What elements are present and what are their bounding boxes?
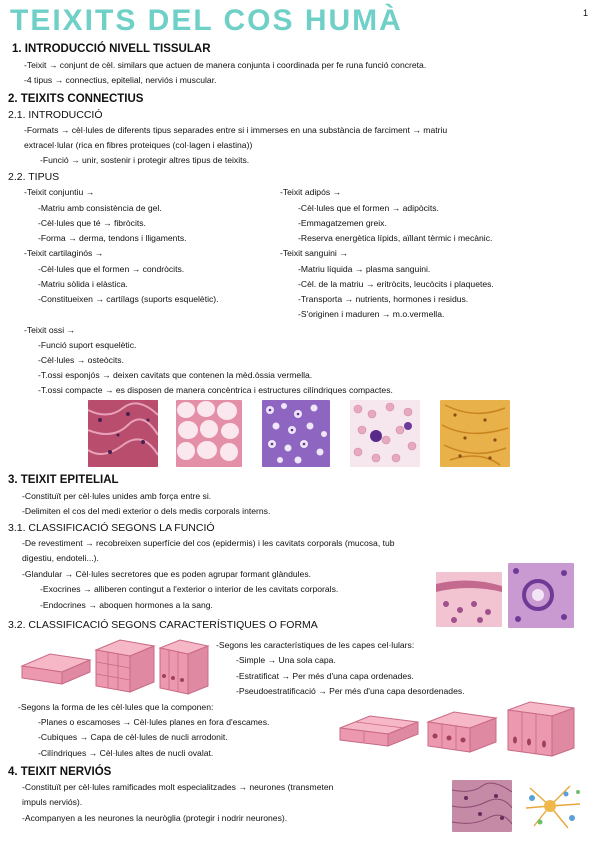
cartilage-tissue-image (262, 400, 330, 467)
epithelium-layers-illustration (20, 636, 210, 696)
capes-line-2: -Estratificat → Per més d'una capa ordenades. (236, 671, 414, 681)
forma-line-1: -Planes o escamoses → Cèl·lules planes en fora d'escames. (38, 717, 270, 727)
sanguini-title: -Teixit sanguini → (280, 248, 348, 258)
cartilaginos-line-3: -Constitueixen → cartílags (suports esquelètic). (38, 294, 219, 304)
section-2-1-heading: 2.1. INTRODUCCIÓ (8, 109, 103, 121)
cartilaginos-line-1: -Cèl·lules que el formen → condròcits. (38, 264, 185, 274)
ossi-line-3: -T.ossi esponjós → deixen cavitats que contenen la mèd.òssia vermella. (38, 370, 313, 380)
s4-line-3: -Acompanyen a les neurones la neuròglia (protegir i nodrir neurones). (22, 813, 288, 823)
s1-line-1: -Teixit → conjunt de cèl. similars que actuen de manera conjunta i coordinada per fe runa funció concreta. (24, 60, 427, 70)
adipos-line-3: -Reserva energètica lípids, aïllant tèrmic i mecànic. (298, 233, 493, 243)
section-1-heading: 1. INTRODUCCIÓ NIVELL TISSULAR (12, 43, 211, 55)
s3-func-line-1: -De revestiment → recobreixen superfície del cos (epidermis) i les cavitats corporals (mucosa, tub (22, 538, 395, 548)
glandular-tissue-image-2 (508, 563, 574, 628)
ossi-line-2: -Cèl·lules → osteòcits. (38, 355, 124, 365)
blood-tissue-image (350, 400, 420, 467)
capes-line-3: -Pseudoestratificació → Per més d'una capa desordenades. (236, 686, 465, 696)
s4-line-1: -Constituït per cèl·lules ramificades molt especialitzades → neurones (transmeten (22, 782, 334, 792)
nervous-tissue-image (452, 780, 512, 832)
s4-line-2: impuls nerviós). (22, 797, 83, 807)
epithelium-shapes-illustration (338, 700, 578, 758)
section-3-2-heading: 3.2. CLASSIFICACIÓ SEGONS CARACTERÍSTIQUES O FORMA (8, 619, 318, 631)
conjuntiu-line-3: -Forma → derma, tendons i lligaments. (38, 233, 187, 243)
bone-tissue-image (440, 400, 510, 467)
capes-line-1: -Simple → Una sola capa. (236, 655, 336, 665)
ossi-line-1: -Funció suport esquelètic. (38, 340, 137, 350)
s3-func-line-3: -Glandular → Cèl·lules secretores que es poden agrupar formant glàndules. (22, 569, 312, 579)
s2-intro-line-3: -Funció → unir, sostenir i protegir altres tipus de teixits. (40, 155, 250, 165)
connective-tissue-image (88, 400, 158, 467)
neuron-illustration (520, 778, 586, 834)
forma-line-2: -Cubiques → Capa de cèl·lules de nucli arrodonit. (38, 732, 228, 742)
forma-title: -Segons la forma de les cèl·lules que la componen: (18, 702, 214, 712)
s3-func-line-5: -Endocrines → aboquen hormones a la sang. (40, 600, 213, 610)
s3-func-line-2: digestiu, endoteli...). (22, 553, 99, 563)
ossi-title: -Teixit ossi → (24, 325, 76, 335)
conjuntiu-line-2: -Cèl·lules que té → fibròcits. (38, 218, 146, 228)
section-2-2-heading: 2.2. TIPUS (8, 171, 60, 183)
s3-func-line-4: -Exocrines → alliberen contingut a l'exterior o interior de les cavitats corporals. (40, 584, 339, 594)
s2-intro-line-2: extracel·lular (rica en fibres proteiques (col·lagen i elastina)) (24, 140, 253, 150)
section-3-1-heading: 3.1. CLASSIFICACIÓ SEGONS LA FUNCIÓ (8, 522, 215, 534)
section-3-heading: 3. TEIXIT EPITELIAL (8, 474, 119, 486)
sanguini-line-4: -S'originen i maduren → m.o.vermella. (298, 309, 445, 319)
ossi-line-4: -T.ossi compacte → es disposen de manera concèntrica i estructures cilíndriques compactes. (38, 385, 393, 395)
sanguini-line-3: -Transporta → nutrients, hormones i residus. (298, 294, 469, 304)
adipos-line-2: -Emmagatzemen greix. (298, 218, 387, 228)
s3-line-1: -Constituït per cèl·lules unides amb força entre si. (22, 491, 212, 501)
section-2-heading: 2. TEIXITS CONNECTIUS (8, 93, 144, 105)
sanguini-line-2: -Cèl. de la matriu → eritròcits, leucòcits i plaquetes. (298, 279, 494, 289)
adipose-tissue-image (176, 400, 242, 467)
s2-intro-line-1: -Formats → cèl·lules de diferents tipus separades entre si i immerses en una substància de farciment → matriu (24, 125, 448, 135)
conjuntiu-line-1: -Matriu amb consistència de gel. (38, 203, 162, 213)
s3-line-2: -Delimiten el cos del medi exterior o dels medis corporals interns. (22, 506, 271, 516)
conjuntiu-title: -Teixit conjuntiu → (24, 187, 95, 197)
page-number: 1 (582, 8, 588, 18)
adipos-title: -Teixit adipós → (280, 187, 342, 197)
sanguini-line-1: -Matriu líquida → plasma sanguini. (298, 264, 431, 274)
s1-line-2: -4 tipus → connectius, epitelial, nerviós i muscular. (24, 75, 217, 85)
cartilaginos-title: -Teixit cartilaginós → (24, 248, 104, 258)
adipos-line-1: -Cèl·lules que el formen → adipòcits. (298, 203, 439, 213)
cartilaginos-line-2: -Matriu sòlida i elàstica. (38, 279, 128, 289)
capes-title: -Segons les característiques de les capes cel·lulars: (216, 640, 415, 650)
glandular-tissue-image-1 (436, 572, 502, 627)
forma-line-3: -Cilíndriques → Cèl·lules altes de nucli ovalat. (38, 748, 214, 758)
page-title: TEIXITS DEL COS HUMÀ (10, 4, 403, 37)
section-4-heading: 4. TEIXIT NERVIÓS (8, 766, 112, 778)
